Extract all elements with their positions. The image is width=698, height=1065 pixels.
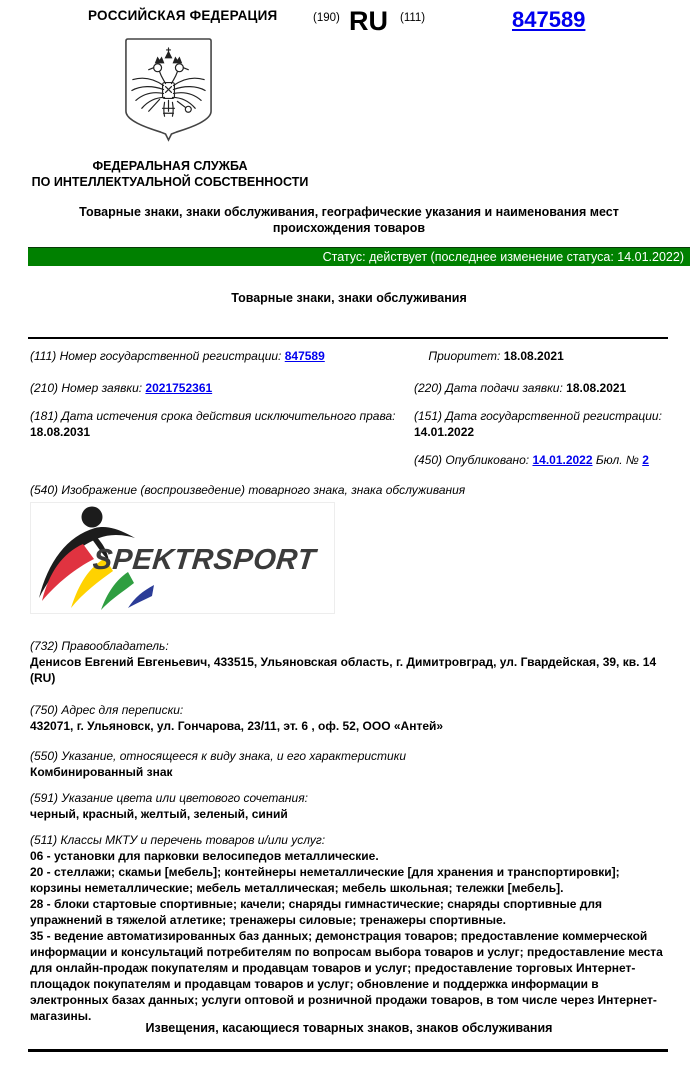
status-bar: Статус: действует (последнее изменение статуса: 14.01.2022) [28,247,690,266]
field-511-label: Классы МКТУ и перечень товаров и/или услуг: [60,833,326,847]
field-220-code: (220) [414,381,443,395]
country-code: RU [349,6,388,36]
field-750-label: Адрес для переписки: [61,703,184,717]
bulletin-number-link[interactable]: 2 [642,453,649,467]
field-450-label: Опубликовано: [445,453,530,467]
agency-line2: ПО ИНТЕЛЛЕКТУАЛЬНОЙ СОБСТВЕННОСТИ [31,175,309,189]
inid-code-190: (190) [313,12,340,24]
filing-date-value: 18.08.2021 [566,381,627,395]
field-151-label: Дата государственной регистрации: [445,409,662,423]
rightholder-value: Денисов Евгений Евгеньевич, 433515, Ульяновская область, г. Димитровград, ул. Гвардейская, 39, кв. 14 [30,655,657,669]
field-732 [30,638,670,686]
nice-class-item: 35 - ведение автоматизированных баз данных; демонстрация товаров; предоставление коммерческой информации и консультаций потребителям по вопросам выбора товаров и услуг; предоставление места для онлайн-продаж покупателям и продавцам товаров и услуг; предоставление торговых Интернет-площадок покупателям и продавцам товаров и услуг; обновление и поддержка информации в электронных базах данных; услуги оптовой и розничной продажи товаров, в том числе через Интернет-магазины. [30,929,663,1023]
section-title: Товарные знаки, знаки обслуживания [231,291,467,305]
field-540-code: (540) [30,483,59,497]
field-111-code: (111) [30,349,57,363]
field-550 [30,748,670,780]
field-111-label: Номер государственной регистрации: [59,349,282,363]
field-540 [30,482,670,498]
document-category-title: Товарные знаки, знаки обслуживания, географические указания и наименования мест происхождения товаров [79,205,619,235]
field-591-label: Указание цвета или цветового сочетания: [61,791,308,805]
field-511-code: (511) [30,833,58,847]
field-210-code: (210) [30,381,59,395]
nice-class-item: 06 - установки для парковки велосипедов металлические. [30,849,379,863]
document-body [30,348,670,1024]
nice-class-item: 20 - стеллажи; скамьи [мебель]; контейнеры неметаллические [для хранения и транспортировки]; корзины неметаллические; мебель металлическая; мебель школьная; тележки [мебель]. [30,865,620,895]
field-591 [30,790,670,822]
publication-date-link[interactable]: 14.01.2022 [532,453,593,467]
divider-bottom [28,1049,668,1052]
field-540-label: Изображение (воспроизведение) товарного знака, знака обслуживания [61,483,466,497]
field-row-4 [30,452,670,468]
field-row-4-spacer [30,452,414,468]
field-550-label: Указание, относящееся к виду знака, и его характеристики [61,749,407,763]
field-row-2 [30,380,670,396]
inid-code-111: (111) [400,12,426,24]
trademark-image [30,502,335,614]
field-181 [30,408,414,440]
field-550-code: (550) [30,749,59,763]
mark-kind-value: Комбинированный знак [30,765,173,779]
application-number-link[interactable]: 2021752361 [145,381,213,395]
expiry-date-value: 18.08.2031 [30,425,91,439]
rightholder-country: (RU) [30,671,56,685]
agency-name [10,158,330,190]
agency-line1: ФЕДЕРАЛЬНАЯ СЛУЖБА [92,159,248,173]
field-591-code: (591) [30,791,59,805]
field-151 [414,408,670,440]
field-450 [414,452,670,468]
registration-date-value: 14.01.2022 [414,425,475,439]
field-220 [414,380,670,396]
country-title: РОССИЙСКАЯ ФЕДЕРАЦИЯ [88,8,278,23]
priority-value: 18.08.2021 [503,349,564,363]
field-210 [30,380,414,396]
field-511 [30,832,670,1024]
field-750-code: (750) [30,703,59,717]
field-priority [392,348,670,364]
trademark-wordmark: SPEKTRSPORT [91,544,318,576]
field-220-label: Дата подачи заявки: [445,381,563,395]
field-151-code: (151) [414,409,443,423]
color-combination-value: черный, красный, желтый, зеленый, синий [30,807,288,821]
priority-label: Приоритет: [428,349,501,363]
divider-top [28,337,668,339]
field-210-label: Номер заявки: [61,381,143,395]
field-750 [30,702,670,734]
field-732-label: Правообладатель: [61,639,169,653]
field-181-code: (181) [30,409,59,423]
field-181-label: Дата истечения срока действия исключительного права: [61,409,396,423]
field-111 [30,348,392,364]
registration-number-field-link[interactable]: 847589 [284,349,325,363]
notices-section-title: Извещения, касающиеся товарных знаков, знаков обслуживания [145,1021,553,1035]
nice-class-item: 28 - блоки стартовые спортивные; качели; снаряды гимнастические; снаряды спортивные для упражнений в тяжелой атлетике; тренажеры силовые; тренажеры спортивные. [30,897,603,927]
russian-coat-of-arms-icon [120,36,217,147]
nice-classes-list [30,848,670,1024]
field-row-1 [30,348,670,364]
bulletin-label: Бюл. № [595,453,639,467]
field-450-code: (450) [414,453,443,467]
correspondence-address-value: 432071, г. Ульяновск, ул. Гончарова, 23/11, эт. 6 , оф. 52, ООО «Антей» [30,719,444,733]
field-732-code: (732) [30,639,59,653]
registration-number-link[interactable]: 847589 [512,7,586,32]
field-row-3 [30,408,670,440]
